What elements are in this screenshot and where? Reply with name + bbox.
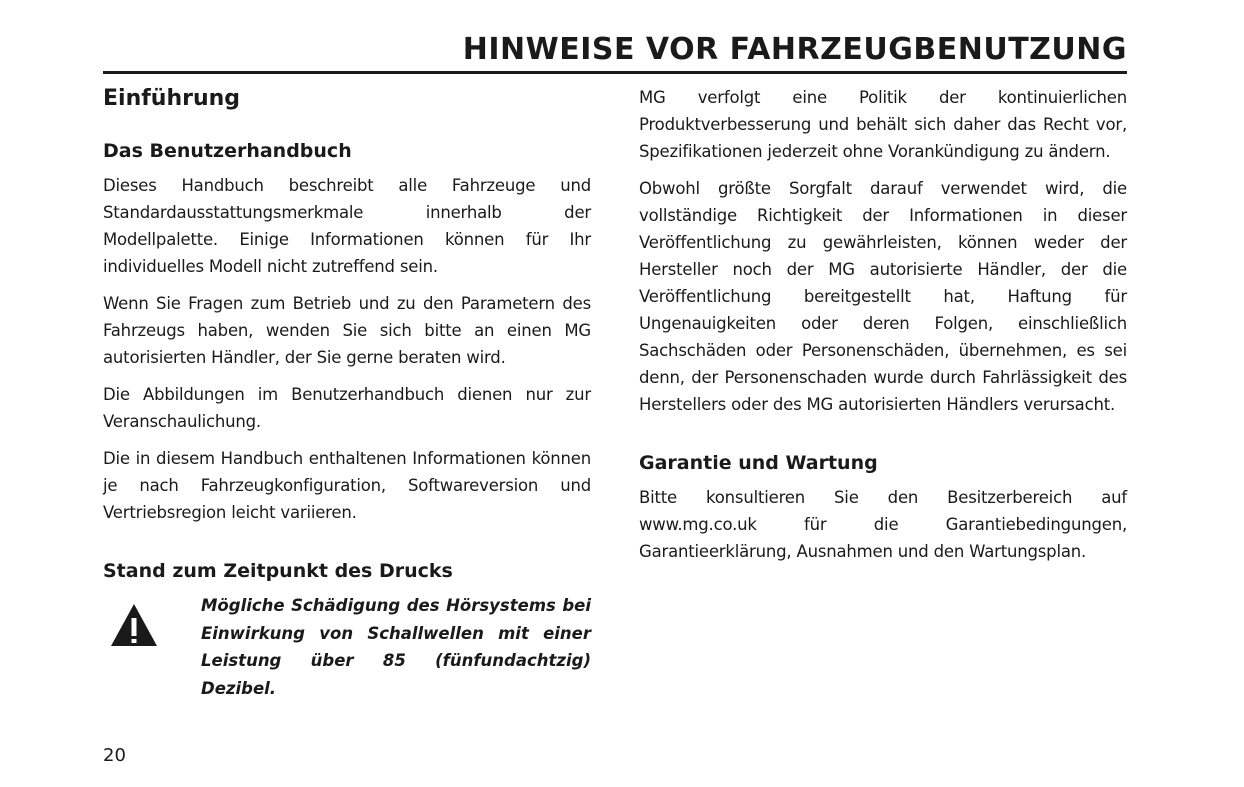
paragraph: Bitte konsultieren Sie den Besitzerbereich auf www.mg.co.uk für die Garantiebedingungen, Garantieerklärung, Ausnahmen und den Wartungsplan. — [639, 488, 1127, 561]
paragraph: Obwohl größte Sorgfalt darauf verwendet wird, die vollständige Richtigkeit der Informationen in dieser Veröffentlichung zu gewährleisten, können weder der Hersteller noch der MG autorisierte Händler, der die Veröffentlichung bereitgestellt hat, Haftung für Ungenauigkeiten oder deren Folgen, einschließlich Sachschäden oder Personenschäden, übernehmen, es sei denn, der Personenschaden wurde durch Fahrlässigkeit des Herstellers oder des MG autorisierten Händlers verursacht. — [639, 179, 1127, 414]
subheading-garantie-wartung: Garantie und Wartung — [639, 452, 878, 474]
paragraph: Die in diesem Handbuch enthaltenen Informationen können je nach Fahrzeugkonfiguration, Softwareversion und Vertriebsregion leicht variieren. — [103, 449, 591, 522]
warning-text: Mögliche Schädigung des Hörsystems bei Einwirkung von Schallwellen mit einer Leistung über 85 (fünfundachtzig) Dezibel. — [201, 596, 591, 698]
paragraph: Die Abbildungen im Benutzerhandbuch dienen nur zur Veranschaulichung. — [103, 385, 591, 431]
left-column — [103, 84, 591, 702]
paragraph: MG verfolgt eine Politik der kontinuierlichen Produktverbesserung und behält sich daher das Recht vor, Spezifikationen jederzeit ohne Vorankündigung zu ändern. — [639, 88, 1127, 161]
right-column — [639, 84, 1127, 575]
paragraph: Wenn Sie Fragen zum Betrieb und zu den Parametern des Fahrzeugs haben, wenden Sie sich bitte an einen MG autorisierten Händler, der Sie gerne beraten wird. — [103, 294, 591, 367]
warning-triangle-icon — [103, 592, 201, 652]
page-number: 20 — [103, 745, 126, 766]
header-rule — [103, 71, 1127, 74]
subheading-benutzerhandbuch: Das Benutzerhandbuch — [103, 140, 352, 162]
paragraph: Dieses Handbuch beschreibt alle Fahrzeuge und Standardausstattungsmerkmale innerhalb der Modellpalette. Einige Informationen können für Ihr individuelles Modell nicht zutreffend sein. — [103, 176, 591, 276]
warning-notice — [103, 592, 591, 702]
subheading-stand-druck: Stand zum Zeitpunkt des Drucks — [103, 560, 453, 582]
section-heading-einfuehrung: Einführung — [103, 86, 241, 111]
page-title: HINWEISE VOR FAHRZEUGBENUTZUNG — [462, 32, 1127, 67]
